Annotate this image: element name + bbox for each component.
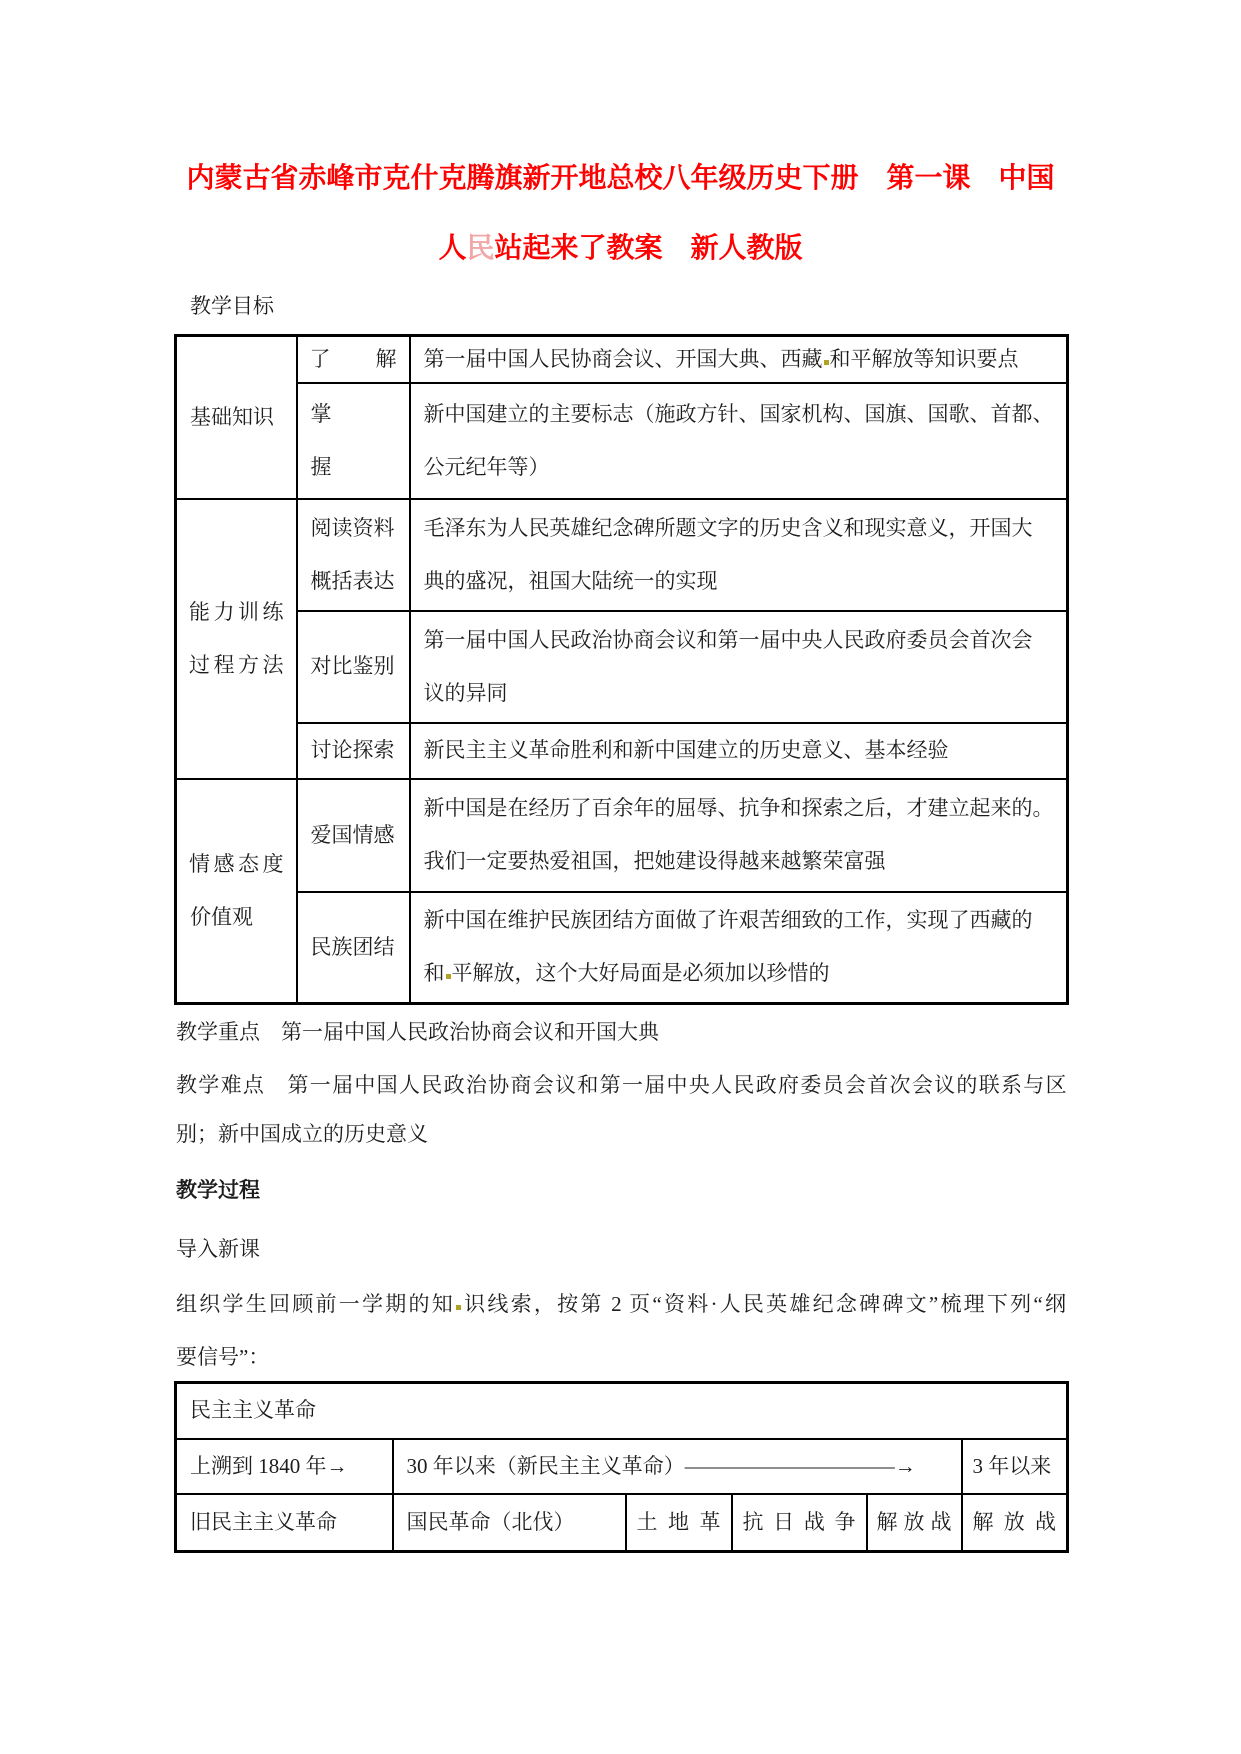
understand-label: 了解 — [309, 347, 397, 372]
compare-label-cell — [297, 611, 410, 723]
emotion-label-line2: 价值观 — [190, 904, 253, 929]
compare-content-cell — [410, 611, 1068, 723]
understand-content — [411, 337, 1067, 381]
discuss-label: 讨论探索 — [310, 738, 395, 762]
patriotic-content-cell — [410, 779, 1068, 892]
compare-label: 对比鉴别 — [310, 654, 395, 678]
unity-content-line2a: 和 — [423, 961, 445, 986]
liberation-war-label-1: 解放战 — [876, 1509, 952, 1534]
democratic-revolution-label: 民主主义革命 — [190, 1398, 316, 1423]
table-row — [176, 723, 1068, 779]
patriotic-label-cell — [297, 779, 410, 892]
table-row — [176, 611, 1068, 723]
unity-label-cell — [297, 892, 410, 1004]
spell-dot — [824, 360, 829, 365]
trace-1840-label: 上溯到 1840 年→ — [190, 1453, 348, 1478]
trace-1840-cell — [176, 1439, 393, 1494]
basic-knowledge-group-cell — [176, 336, 297, 499]
democratic-revolution-cell — [176, 1383, 1068, 1439]
difficult-point-line-2: 别；新中国成立的历史意义 — [176, 1122, 428, 1146]
unity-content-line2 — [411, 947, 1067, 1000]
national-revolution-label: 国民革命（北伐） — [406, 1509, 575, 1534]
liberation-war-cell-1 — [867, 1494, 962, 1552]
doc-title-text-2a: 人 — [438, 233, 467, 264]
ability-group-cell — [176, 499, 297, 779]
emotion-label-line1: 情感态度 — [189, 851, 284, 876]
spell-dot — [446, 974, 451, 979]
understand-content-a: 第一届中国人民协商会议、开国大典、西藏 — [423, 347, 823, 372]
three-years-cell — [962, 1439, 1068, 1494]
review-paragraph-line-2: 要信号”： — [176, 1345, 270, 1369]
understand-label-cell — [297, 336, 410, 383]
table-row — [176, 1383, 1068, 1439]
table-row — [176, 779, 1068, 892]
ability-label-line1: 能力训练 — [189, 599, 284, 624]
unity-content-cell — [410, 892, 1068, 1004]
master-label-line2: 握 — [310, 454, 332, 479]
reading-content-cell — [410, 499, 1068, 611]
doc-title-line-1 — [0, 156, 1241, 196]
liberation-war-label-2: 解放战 — [972, 1509, 1057, 1534]
discuss-label-cell — [297, 723, 410, 779]
reading-content-line2: 典的盛况，祖国大陆统一的实现 — [423, 568, 718, 593]
doc-title-text-1: 内蒙古省赤峰市克什克腾旗新开地总校八年级历史下册 第一课 中国 — [186, 163, 1055, 194]
unity-content-line2b: 平解放，这个大好局面是必须加以珍惜的 — [451, 961, 830, 986]
basic-knowledge-label: 基础知识 — [190, 404, 274, 429]
patriotic-content-line1: 新中国是在经历了百余年的屈辱、抗争和探索之后，才建立起来的。 — [423, 796, 1054, 820]
patriotic-label: 爱国情感 — [310, 822, 395, 847]
old-democratic-cell — [176, 1494, 393, 1552]
land-revolution-label: 土地革 — [636, 1509, 721, 1534]
timeline-table — [174, 1381, 1069, 1553]
understand-content-b: 和平解放等知识要点 — [829, 347, 1019, 372]
doc-title-line-2 — [0, 226, 1241, 266]
lead-in-heading: 导入新课 — [176, 1237, 260, 1261]
master-content-line2: 公元纪年等） — [423, 454, 550, 479]
reading-label-line2: 概括表达 — [310, 568, 395, 593]
review-line1a: 组织学生回顾前一学期的知 — [176, 1292, 455, 1316]
table-row — [176, 383, 1068, 499]
ability-label-line2: 过程方法 — [189, 652, 284, 677]
old-democratic-label: 旧民主主义革命 — [190, 1509, 337, 1534]
three-years-label: 3 年以来 — [972, 1453, 1052, 1478]
master-label-cell — [297, 383, 410, 499]
table-row — [176, 336, 1068, 383]
table-row — [176, 892, 1068, 1004]
thirty-years-label: 30 年以来（新民主主义革命）——————————→ — [406, 1453, 916, 1478]
review-line1b: 识线索，按第 2 页“资料·人民英雄纪念碑碑文”梳理下列“纲 — [461, 1292, 1066, 1316]
objectives-heading: 教学目标 — [190, 294, 274, 318]
review-paragraph-line-1 — [176, 1291, 1066, 1318]
process-heading: 教学过程 — [176, 1178, 260, 1202]
unity-content-line1: 新中国在维护民族团结方面做了许艰苦细致的工作，实现了西藏的 — [423, 908, 1033, 933]
anti-japanese-war-cell — [732, 1494, 867, 1552]
land-revolution-cell — [626, 1494, 732, 1552]
table-row — [176, 1439, 1068, 1494]
liberation-war-cell-2 — [962, 1494, 1068, 1552]
difficult-point-line-1: 教学难点 第一届中国人民政治协商会议和第一届中央人民政府委员会首次会议的联系与区 — [176, 1073, 1066, 1097]
table-row — [176, 499, 1068, 611]
understand-content-cell — [410, 336, 1068, 383]
compare-content-line2: 议的异同 — [423, 680, 508, 705]
doc-title-text-2b-light: 民 — [466, 233, 495, 264]
reading-label-line1: 阅读资料 — [310, 515, 395, 540]
anti-japanese-war-label: 抗日战争 — [742, 1509, 856, 1534]
thirty-years-cell — [393, 1439, 962, 1494]
master-content-cell — [410, 383, 1068, 499]
doc-title-text-2c: 站起来了教案 新人教版 — [494, 233, 803, 264]
table-row — [176, 1494, 1068, 1552]
reading-label-cell — [297, 499, 410, 611]
patriotic-content-line2: 我们一定要热爱祖国，把她建设得越来越繁荣富强 — [423, 849, 886, 873]
key-point-line: 教学重点 第一届中国人民政治协商会议和开国大典 — [176, 1020, 659, 1044]
compare-content-line1: 第一届中国人民政治协商会议和第一届中央人民政府委员会首次会 — [423, 627, 1033, 652]
emotion-group-cell — [176, 779, 297, 1004]
master-label-line1: 掌 — [310, 401, 332, 426]
unity-label: 民族团结 — [310, 934, 395, 959]
discuss-content: 新民主主义革命胜利和新中国建立的历史意义、基本经验 — [423, 738, 949, 762]
master-content-line1: 新中国建立的主要标志（施政方针、国家机构、国旗、国歌、首都、 — [423, 401, 1054, 426]
reading-content-line1: 毛泽东为人民英雄纪念碑所题文字的历史含义和现实意义，开国大 — [423, 515, 1033, 540]
objectives-table — [174, 334, 1069, 1005]
discuss-content-cell — [410, 723, 1068, 779]
national-revolution-cell — [393, 1494, 626, 1552]
spell-dot — [456, 1305, 461, 1310]
